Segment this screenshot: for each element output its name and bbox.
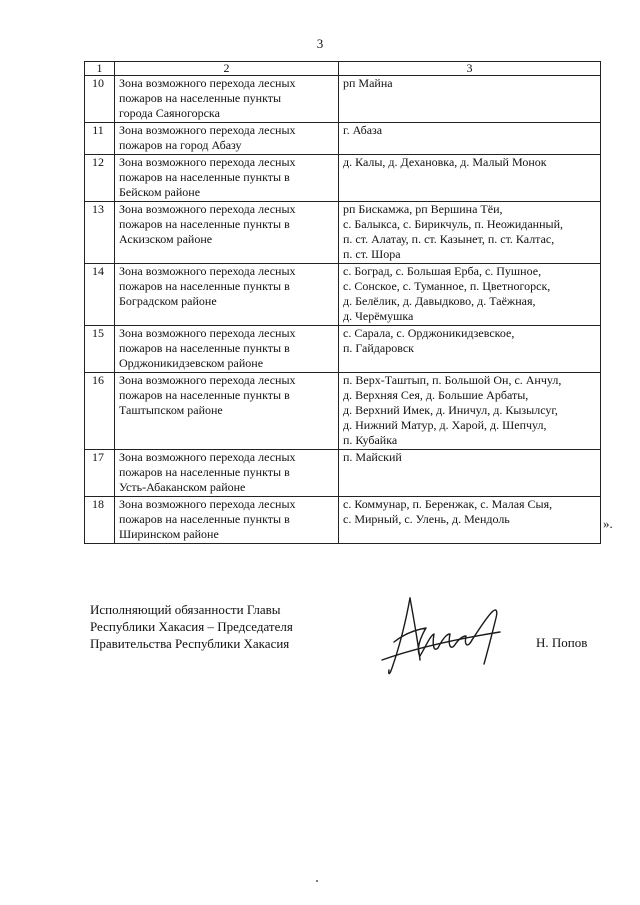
settlement-line: г. Абаза <box>343 123 383 137</box>
settlement-line: д. Белёлик, д. Давыдково, д. Таёжная, <box>343 294 536 308</box>
settlement-line: с. Балыкса, с. Бирикчуль, п. Неожиданный, <box>343 217 564 231</box>
signatory-title-line: Республики Хакасия – Председателя <box>90 619 293 634</box>
zone-line: Таштыпском районе <box>119 403 223 417</box>
settlements-list <box>339 155 601 202</box>
zone-description <box>115 373 339 450</box>
settlement-line: п. Верх-Таштып, п. Большой Он, с. Анчул, <box>343 373 562 387</box>
zone-line: Зона возможного перехода лесных <box>119 497 296 511</box>
settlement-line: д. Верхний Имек, д. Иничул, д. Кызылсуг, <box>343 403 558 417</box>
row-number: 14 <box>85 264 115 326</box>
settlement-line: п. Гайдаровск <box>343 341 414 355</box>
zone-line: Орджоникидзевском районе <box>119 356 264 370</box>
zone-line: пожаров на населенные пункты в <box>119 279 290 293</box>
signatory-name: Н. Попов <box>536 635 588 650</box>
signatory-title-line: Правительства Республики Хакасия <box>90 636 290 651</box>
table-row <box>85 497 601 544</box>
settlement-line: с. Сарала, с. Орджоникидзевское, <box>343 326 515 340</box>
column-header-zone: 2 <box>115 62 339 76</box>
column-header-number: 1 <box>85 62 115 76</box>
zone-description <box>115 123 339 155</box>
settlements-list <box>339 264 601 326</box>
page-number: 3 <box>316 36 324 51</box>
zone-description <box>115 202 339 264</box>
zone-line: Ширинском районе <box>119 527 219 541</box>
row-number: 13 <box>85 202 115 264</box>
zone-line: Зона возможного перехода лесных <box>119 123 296 137</box>
settlement-line: рп Майна <box>343 76 393 90</box>
settlements-list <box>339 123 601 155</box>
table-header-row <box>85 62 601 76</box>
zone-description <box>115 450 339 497</box>
zone-line: Зона возможного перехода лесных <box>119 326 296 340</box>
table-body <box>85 76 601 544</box>
zone-line: пожаров на населенные пункты в <box>119 388 290 402</box>
table-row <box>85 326 601 373</box>
zone-description <box>115 76 339 123</box>
settlement-line: д. Калы, д. Дехановка, д. Малый Монок <box>343 155 547 169</box>
closing-quote-mark: ». <box>603 516 613 531</box>
zone-line: Зона возможного перехода лесных <box>119 264 296 278</box>
row-number: 11 <box>85 123 115 155</box>
settlement-line: д. Черёмушка <box>343 309 414 323</box>
row-number: 18 <box>85 497 115 544</box>
table-row <box>85 123 601 155</box>
table-row <box>85 76 601 123</box>
handwritten-signature <box>380 590 520 680</box>
settlements-list <box>339 373 601 450</box>
table-row <box>85 155 601 202</box>
zone-line: Зона возможного перехода лесных <box>119 202 296 216</box>
zone-line: Усть-Абаканском районе <box>119 480 246 494</box>
settlement-line: п. Кубайка <box>343 433 398 447</box>
settlements-list <box>339 202 601 264</box>
zone-line: Зона возможного перехода лесных <box>119 450 296 464</box>
zone-line: Зона возможного перехода лесных <box>119 373 296 387</box>
zone-description <box>115 497 339 544</box>
settlement-line: д. Верхняя Сея, д. Большие Арбаты, <box>343 388 529 402</box>
zone-line: пожаров на город Абазу <box>119 138 242 152</box>
table-row <box>85 264 601 326</box>
row-number: 17 <box>85 450 115 497</box>
zone-line: пожаров на населенные пункты в <box>119 217 290 231</box>
settlement-line: с. Боград, с. Большая Ерба, с. Пушное, <box>343 264 542 278</box>
row-number: 15 <box>85 326 115 373</box>
zone-line: пожаров на населенные пункты в <box>119 465 290 479</box>
settlement-line: с. Сонское, с. Туманное, п. Цветногорск, <box>343 279 551 293</box>
zone-line: пожаров на населенные пункты в <box>119 512 290 526</box>
signatory-title <box>90 601 293 652</box>
fire-zones-table <box>84 61 601 544</box>
settlement-line: с. Коммунар, п. Беренжак, с. Малая Сыя, <box>343 497 553 511</box>
zone-description <box>115 155 339 202</box>
row-number: 10 <box>85 76 115 123</box>
zone-line: пожаров на населенные пункты в <box>119 341 290 355</box>
row-number: 16 <box>85 373 115 450</box>
zone-line: Аскизском районе <box>119 232 213 246</box>
zone-line: пожаров на населенные пункты в <box>119 170 290 184</box>
zone-description <box>115 264 339 326</box>
settlement-line: п. ст. Алатау, п. ст. Казынет, п. ст. Калтас, <box>343 232 555 246</box>
settlements-list <box>339 497 601 544</box>
zone-line: города Саяногорска <box>119 106 220 120</box>
column-header-settlements: 3 <box>339 62 601 76</box>
signatory-title-line: Исполняющий обязанности Главы <box>90 602 281 617</box>
zone-line: Боградском районе <box>119 294 217 308</box>
zone-description <box>115 326 339 373</box>
page-dot <box>316 880 318 882</box>
settlement-line: д. Нижний Матур, д. Харой, д. Шепчул, <box>343 418 547 432</box>
settlements-list <box>339 326 601 373</box>
zone-line: пожаров на населенные пункты <box>119 91 282 105</box>
table-row <box>85 450 601 497</box>
zone-line: Бейском районе <box>119 185 201 199</box>
settlement-line: п. ст. Шора <box>343 247 401 261</box>
zone-line: Зона возможного перехода лесных <box>119 76 296 90</box>
settlement-line: п. Майский <box>343 450 402 464</box>
settlements-list <box>339 450 601 497</box>
zone-line: Зона возможного перехода лесных <box>119 155 296 169</box>
settlement-line: рп Бискамжа, рп Вершина Тёи, <box>343 202 503 216</box>
row-number: 12 <box>85 155 115 202</box>
settlements-list <box>339 76 601 123</box>
settlement-line: с. Мирный, с. Улень, д. Мендоль <box>343 512 510 526</box>
table-row <box>85 373 601 450</box>
table-row <box>85 202 601 264</box>
